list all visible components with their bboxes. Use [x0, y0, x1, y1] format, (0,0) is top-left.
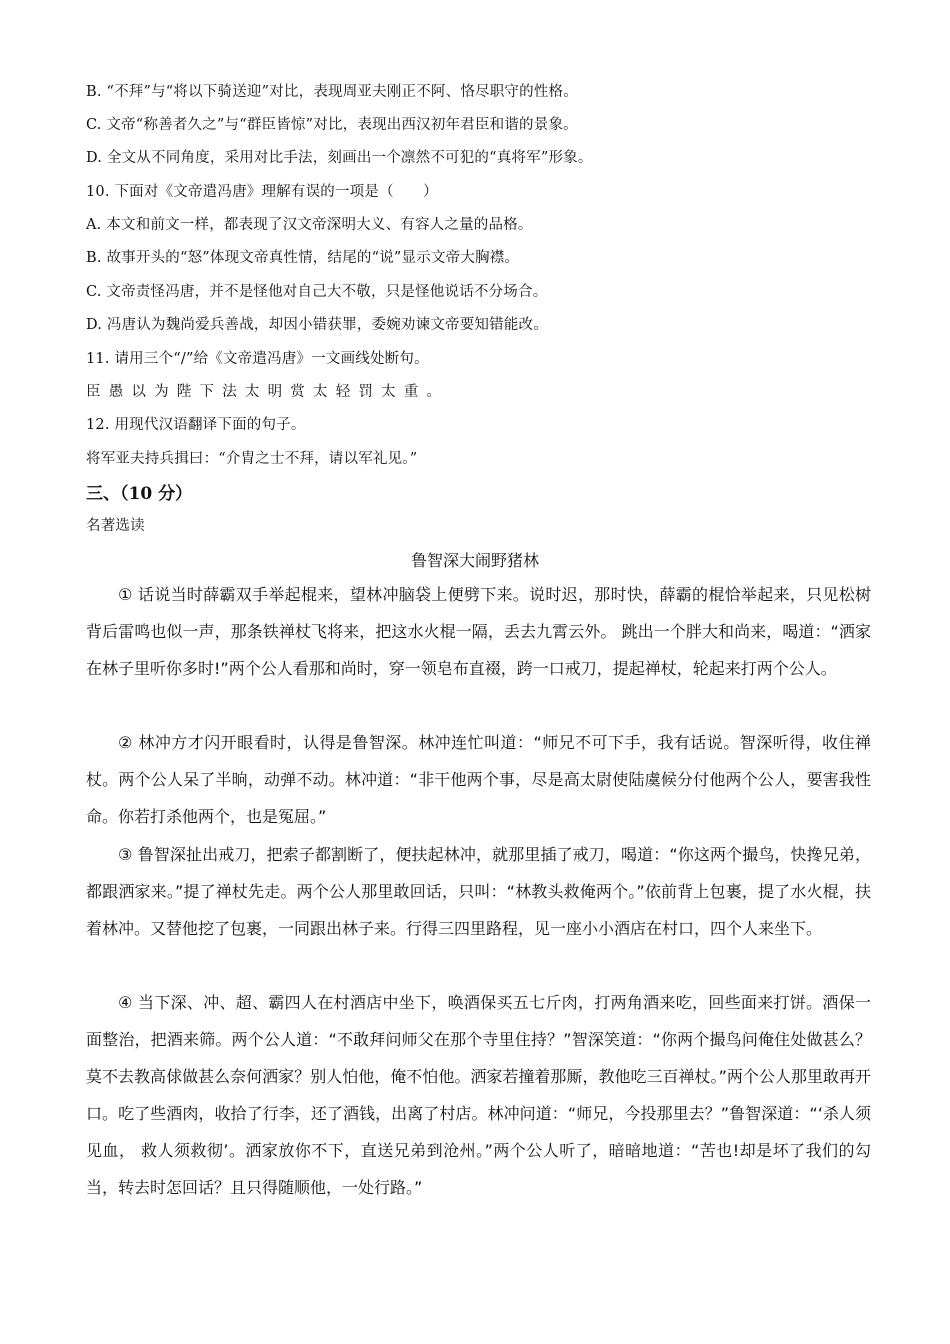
- passage-paragraph-4: ④ 当下深、冲、超、霸四人在村酒店中坐下，唤酒保买五七斤肉，打两角酒来吃，回些面来打饼。酒保一面整治，把酒来筛。两个公人道：“不敢拜问师父在那个寺里住持？”智深笑道：“你两个撮鸟问俺住处做甚么？莫不去教高俅做甚么奈何洒家？别人怕他，俺不怕他。洒家若撞着那厮，教他吃三百禅杖。”两个公人那里敢再开口。吃了些酒肉，收拾了行李，还了酒钱，出离了村店。林冲问道：“师兄，今投那里去？”鲁智深道：“‘杀人须见血， 救人须救彻’。洒家放你不下，直送兄弟到沧州。”两个公人听了，暗暗地道：“苦也!却是坏了我们的勾当，转去时怎回话？且只得随顺他，一处行路。”: [86, 993, 871, 1197]
- question-12-stem: 12. 用现代汉语翻译下面的句子。: [86, 417, 306, 433]
- question-9-option-b: B. “不拜”与“将以下骑送迎”对比，表现周亚夫刚正不阿、恪尽职守的性格。: [86, 84, 578, 100]
- question-11-sentence: 臣愚以为陛下法太明赏太轻罚太重。: [86, 384, 450, 400]
- question-9-option-c: C. 文帝“称善者久之”与“群臣皆惊”对比，表现出西汉初年君臣和谐的景象。: [86, 117, 578, 133]
- question-10-stem: 10. 下面对《文帝遣冯唐》理解有误的一项是（ ）: [86, 184, 438, 200]
- passage-title: 鲁智深大闹野猪林: [410, 551, 539, 570]
- passage-paragraph-1: ① 话说当时薛霸双手举起棍来，望林冲脑袋上便劈下来。说时迟，那时快，薛霸的棍恰举起来，只见松树背后雷鸣也似一声，那条铁禅杖飞将来，把这水火棍一隔，丢去九霄云外。 跳出一个胖大和尚来，喝道：“洒家在林子里听你多时!”两个公人看那和尚时，穿一领皂布直裰，跨一口戒刀，提起禅杖，轮起来打两个公人。: [86, 585, 871, 678]
- question-11-stem: 11. 请用三个“/”给《文帝遣冯唐》一文画线处断句。: [86, 351, 429, 367]
- question-10-option-b: B. 故事开头的“怒”体现文帝真性情，结尾的“说”显示文帝大胸襟。: [86, 250, 520, 266]
- question-10-option-d: D. 冯唐认为魏尚爱兵善战，却因小错获罪，委婉劝谏文帝要知错能改。: [86, 317, 548, 333]
- section-subheading: 名著选读: [86, 518, 145, 534]
- section-heading: 三、（10 分）: [86, 484, 193, 504]
- passage-paragraph-2: ② 林冲方才闪开眼看时，认得是鲁智深。林冲连忙叫道：“师兄不可下手，我有话说。智深听得，收住禅杖。两个公人呆了半晌，动弹不动。林冲道：“非干他两个事，尽是高太尉使陆虞候分付他两个公人，要害我性命。你若打杀他两个，也是冤屈。”: [86, 733, 871, 826]
- question-12-sentence: 将军亚夫持兵揖曰：“介胄之士不拜，请以军礼见。”: [86, 451, 418, 467]
- question-9-option-d: D. 全文从不同角度，采用对比手法，刻画出一个凛然不可犯的“真将军”形象。: [86, 150, 593, 166]
- question-10-option-a: A. 本文和前文一样，都表现了汉文帝深明大义、有容人之量的品格。: [86, 217, 533, 233]
- passage-paragraph-3: ③ 鲁智深扯出戒刀，把索子都割断了，便扶起林冲，就那里插了戒刀，喝道：“你这两个撮鸟，快搀兄弟，都跟洒家来。”提了禅杖先走。两个公人那里敢回话，只叫：“林教头救俺两个。”依前背上包裹，提了水火棍，扶着林冲。又替他挖了包裹，一同跟出林子来。行得三四里路程，见一座小小酒店在村口，四个人来坐下。: [86, 845, 871, 938]
- question-10-option-c: C. 文帝责怪冯唐，并不是怪他对自己大不敬，只是怪他说话不分场合。: [86, 284, 548, 300]
